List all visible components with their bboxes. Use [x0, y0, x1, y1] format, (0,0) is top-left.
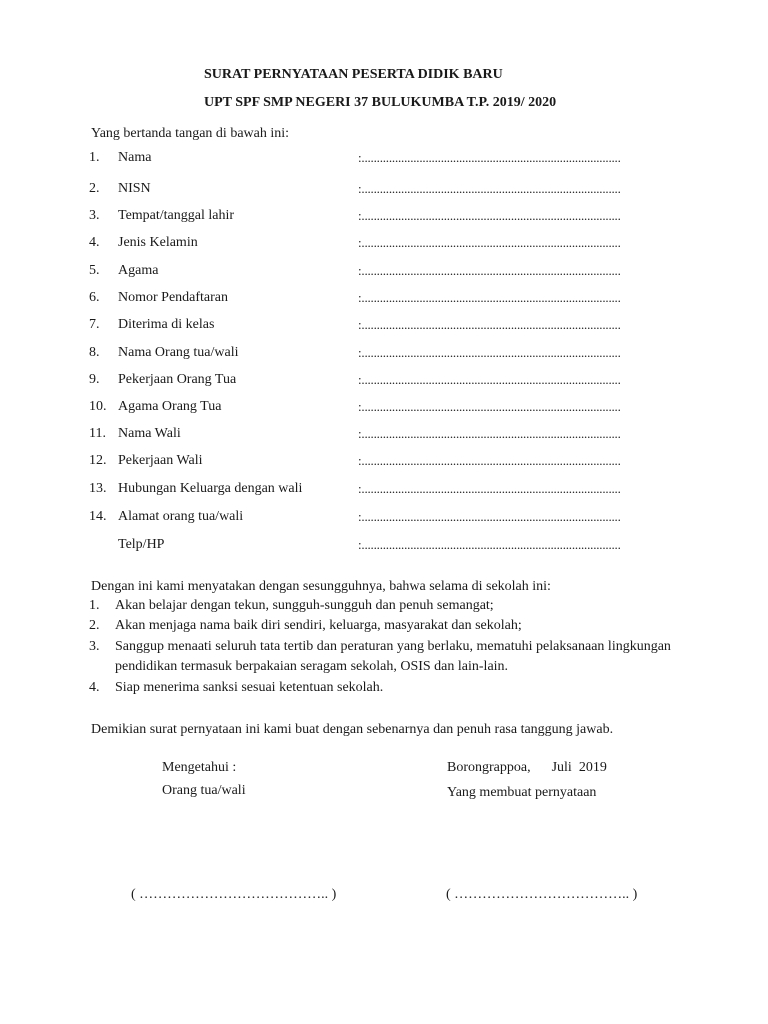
field-label: Hubungan Keluarga dengan wali — [118, 481, 303, 496]
form-row — [0, 509, 768, 531]
parent-signature-role: Orang tua/wali — [162, 783, 246, 798]
statement-number: 4. — [89, 680, 100, 695]
field-blank[interactable]: :..................................................................................... — [358, 181, 621, 196]
parent-signature-blank[interactable]: ( ………………………………….. ) — [131, 887, 337, 902]
statement-number: 1. — [89, 598, 100, 613]
field-label: Agama — [118, 263, 159, 278]
form-row — [0, 235, 768, 257]
statement-text: Sanggup menaati seluruh tata tertib dan peraturan yang berlaku, mematuhi pelaksanaan lingkungan — [115, 639, 671, 654]
field-blank[interactable]: :..................................................................................... — [358, 290, 621, 305]
field-blank[interactable]: :..................................................................................... — [358, 481, 621, 496]
field-blank[interactable]: :..................................................................................... — [358, 426, 621, 441]
field-number: 11. — [89, 426, 106, 441]
form-row — [0, 181, 768, 203]
field-blank[interactable]: :..................................................................................... — [358, 372, 621, 387]
field-blank[interactable]: :..................................................................................... — [358, 453, 621, 468]
field-number: 6. — [89, 290, 100, 305]
form-row — [0, 317, 768, 339]
form-row — [0, 290, 768, 312]
field-number: 5. — [89, 263, 100, 278]
signer-role: Yang membuat pernyataan — [447, 785, 597, 800]
field-label: Nama Orang tua/wali — [118, 345, 239, 360]
closing-statement: Demikian surat pernyataan ini kami buat dengan sebenarnya dan penuh rasa tanggung jawab. — [91, 722, 614, 737]
acknowledged-heading: Mengetahui : — [162, 760, 237, 775]
statement-text: Akan menjaga nama baik diri sendiri, keluarga, masyarakat dan sekolah; — [115, 618, 522, 633]
field-number: 7. — [89, 317, 100, 332]
field-blank[interactable]: :..................................................................................... — [358, 509, 621, 524]
field-blank[interactable]: :..................................................................................... — [358, 150, 621, 165]
form-row — [0, 426, 768, 448]
field-number: 8. — [89, 345, 100, 360]
field-blank[interactable]: :..................................................................................... — [358, 208, 621, 223]
field-label: Nama Wali — [118, 426, 181, 441]
statement-number: 3. — [89, 639, 100, 654]
statement-item — [0, 618, 768, 638]
field-label: Diterima di kelas — [118, 317, 215, 332]
field-label: Telp/HP — [118, 537, 165, 552]
statement-item — [0, 639, 768, 679]
intro-text: Yang bertanda tangan di bawah ini: — [91, 126, 290, 141]
field-label: Pekerjaan Wali — [118, 453, 203, 468]
field-number: 3. — [89, 208, 100, 223]
form-row — [0, 208, 768, 230]
field-number: 4. — [89, 235, 100, 250]
statement-item — [0, 598, 768, 618]
field-number: 1. — [89, 150, 100, 165]
statement-text: Akan belajar dengan tekun, sungguh-sungguh dan penuh semangat; — [115, 598, 494, 613]
field-blank[interactable]: :..................................................................................... — [358, 317, 621, 332]
field-label: NISN — [118, 181, 151, 196]
form-row — [0, 481, 768, 503]
form-row — [0, 399, 768, 421]
field-label: Jenis Kelamin — [118, 235, 198, 250]
statement-text: Siap menerima sanksi sesuai ketentuan sekolah. — [115, 680, 384, 695]
field-blank[interactable]: :..................................................................................... — [358, 235, 621, 250]
statement-number: 2. — [89, 618, 100, 633]
field-label: Pekerjaan Orang Tua — [118, 372, 237, 387]
field-blank[interactable]: :..................................................................................... — [358, 263, 621, 278]
place-and-date: Borongrappoa, Juli 2019 — [447, 760, 607, 775]
statement-text-continued: pendidikan termasuk berpakaian seragam sekolah, OSIS dan lain-lain. — [115, 659, 509, 674]
field-number: 9. — [89, 372, 100, 387]
student-signature-blank[interactable]: ( ……………………………….. ) — [446, 887, 638, 902]
form-row — [0, 453, 768, 475]
field-label: Alamat orang tua/wali — [118, 509, 244, 524]
field-label: Nomor Pendaftaran — [118, 290, 229, 305]
document-title: SURAT PERNYATAAN PESERTA DIDIK BARU — [204, 67, 503, 82]
field-number: 12. — [89, 453, 107, 468]
field-number: 10. — [89, 399, 107, 414]
statement-intro: Dengan ini kami menyatakan dengan sesungguhnya, bahwa selama di sekolah ini: — [91, 579, 551, 594]
field-blank[interactable]: :..................................................................................... — [358, 537, 621, 552]
field-label: Nama — [118, 150, 152, 165]
form-row — [0, 537, 768, 559]
document-subtitle: UPT SPF SMP NEGERI 37 BULUKUMBA T.P. 2019/ 2020 — [204, 95, 557, 110]
statement-item — [0, 680, 768, 700]
form-row — [0, 372, 768, 394]
form-row — [0, 150, 768, 172]
field-number: 13. — [89, 481, 107, 496]
field-blank[interactable]: :..................................................................................... — [358, 345, 621, 360]
field-label: Tempat/tanggal lahir — [118, 208, 235, 223]
field-number: 2. — [89, 181, 100, 196]
form-row — [0, 263, 768, 285]
field-blank[interactable]: :..................................................................................... — [358, 399, 621, 414]
field-label: Agama Orang Tua — [118, 399, 222, 414]
form-row — [0, 345, 768, 367]
field-number: 14. — [89, 509, 107, 524]
